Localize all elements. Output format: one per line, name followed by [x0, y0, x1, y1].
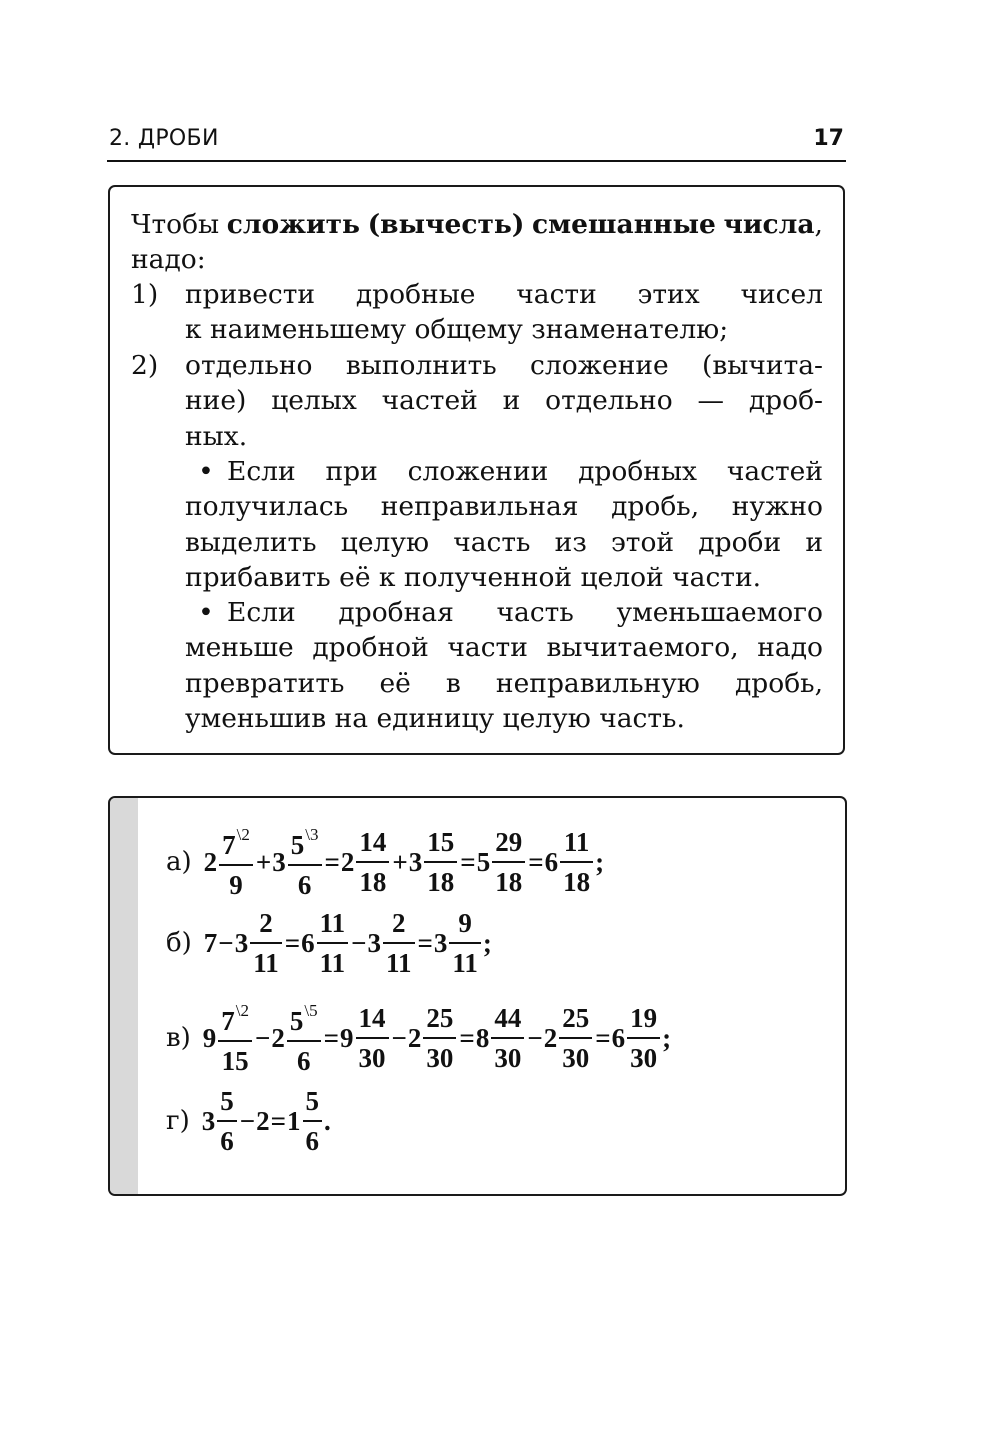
numerator: 29: [495, 827, 523, 857]
fraction: [491, 999, 524, 1077]
whole-part: 6: [544, 846, 559, 877]
rule-step-2: [131, 348, 823, 454]
denominator: 11: [253, 948, 279, 978]
numerator-value: 7: [222, 830, 236, 860]
example-label: а): [166, 847, 192, 877]
minus-sign: −: [239, 1105, 256, 1136]
fraction: [288, 820, 322, 904]
whole-part: 9: [340, 1022, 354, 1053]
denominator: 18: [495, 867, 523, 897]
fraction: [627, 999, 660, 1077]
fraction: [218, 996, 252, 1080]
numerator-value: 5: [290, 830, 305, 860]
step-text-line: привести дробные части этих чисел: [185, 279, 823, 310]
whole-part: 3: [367, 927, 381, 958]
equals-sign: =: [528, 846, 544, 877]
whole-part: 3: [234, 927, 249, 958]
fraction: [250, 904, 282, 982]
example-v: [166, 996, 671, 1080]
page-number: 17: [813, 126, 844, 151]
rule-intro: [131, 207, 823, 278]
rule-box: [108, 185, 845, 755]
equals-sign: =: [324, 846, 340, 877]
whole-part: 1: [287, 1105, 301, 1136]
terminator: ;: [662, 1022, 672, 1053]
numerator: [219, 820, 253, 864]
whole-part: 3: [408, 846, 423, 877]
example-label: в): [166, 1023, 191, 1053]
extra-factor: \2: [235, 1001, 250, 1020]
fraction: [424, 823, 457, 901]
fraction: [560, 823, 593, 901]
step-number: 1): [131, 279, 159, 310]
equals-sign: =: [595, 1022, 611, 1053]
numerator: 11: [319, 908, 346, 938]
fraction: [383, 904, 415, 982]
fraction: [317, 904, 349, 982]
page-header: [107, 122, 846, 162]
numerator: 2: [392, 908, 406, 938]
example-b: [166, 904, 492, 982]
fraction: [559, 999, 592, 1077]
whole-number: 7: [203, 927, 218, 958]
step-text-line: к наименьшему общему знаменателю;: [185, 314, 729, 346]
intro-bold-word: числа: [723, 209, 815, 240]
numerator-value: 7: [221, 1006, 235, 1036]
extra-factor: \2: [236, 825, 250, 844]
fraction: [492, 823, 525, 901]
fraction: [303, 1082, 323, 1160]
numerator: 9: [458, 908, 472, 938]
extra-factor: \5: [304, 1001, 318, 1020]
example-label: б): [166, 928, 192, 958]
fraction: [217, 1082, 237, 1160]
whole-part: 2: [203, 846, 218, 877]
fraction: [219, 820, 253, 904]
whole-part: 3: [201, 1105, 216, 1136]
whole-part: 8: [475, 1022, 490, 1053]
denominator: 18: [359, 867, 387, 897]
denominator: 18: [563, 867, 591, 897]
denominator: 15: [221, 1046, 249, 1076]
plus-sign: +: [255, 846, 272, 877]
note-text: Если дробная часть уменьшаемого меньше дробной части вычитаемого, надо превратить её в неправильную дробь, уменьшив на единицу целую часть.: [185, 597, 823, 734]
denominator: 30: [562, 1043, 590, 1073]
minus-sign: −: [255, 1022, 271, 1053]
bullet-icon: •: [198, 597, 214, 628]
whole-part: 6: [611, 1022, 626, 1053]
denominator: 9: [229, 870, 243, 900]
denominator: 6: [305, 1126, 320, 1156]
step-text-line: ных.: [185, 420, 248, 452]
denominator: 18: [427, 867, 455, 897]
numerator: 2: [259, 908, 273, 938]
denominator: 30: [358, 1043, 386, 1073]
equals-sign: =: [284, 927, 301, 958]
decorative-strip: [110, 798, 138, 1194]
rule-intro-line1: [131, 207, 823, 242]
minus-sign: −: [218, 927, 234, 958]
whole-part: 6: [301, 927, 315, 958]
step-number: 2): [131, 350, 159, 381]
fraction: [449, 904, 481, 982]
plus-sign: +: [392, 846, 408, 877]
denominator: 6: [297, 1046, 311, 1076]
denominator: 30: [630, 1043, 658, 1073]
fraction: [356, 823, 389, 901]
fraction: [423, 999, 456, 1077]
numerator: 5: [305, 1086, 320, 1116]
whole-number: 2: [256, 1105, 270, 1136]
numerator: 15: [427, 827, 455, 857]
numerator: [287, 996, 321, 1040]
numerator: 14: [359, 827, 387, 857]
denominator: 6: [297, 870, 312, 900]
intro-bold-word: смешанные: [532, 209, 716, 240]
note-text: Если при сложении дробных частей получилась неправильная дробь, нужно выделить целую часть из этой дроби и прибавить её к полученной целой части.: [185, 456, 823, 593]
intro-plain: Чтобы: [131, 209, 220, 240]
denominator: 30: [426, 1043, 454, 1073]
rule-step-1: [131, 277, 823, 348]
minus-sign: −: [391, 1022, 407, 1053]
intro-comma: ,: [814, 209, 823, 240]
examples-box: [108, 796, 847, 1196]
example-g: [166, 1082, 331, 1160]
minus-sign: −: [351, 927, 367, 958]
example-a: [166, 820, 604, 904]
numerator: [288, 820, 322, 864]
equals-sign: =: [460, 846, 476, 877]
bullet-icon: •: [198, 456, 214, 487]
numerator: 11: [563, 827, 590, 857]
terminator: ;: [595, 846, 605, 877]
intro-bold-word: (вычесть): [367, 209, 525, 240]
equals-sign: =: [323, 1022, 340, 1053]
numerator: 44: [494, 1003, 522, 1033]
whole-part: 2: [543, 1022, 558, 1053]
whole-part: 2: [407, 1022, 422, 1053]
whole-part: 5: [476, 846, 491, 877]
fraction: [356, 999, 389, 1077]
terminator: .: [324, 1105, 331, 1136]
whole-part: 2: [340, 846, 355, 877]
extra-factor: \3: [305, 825, 319, 844]
denominator: 11: [386, 948, 412, 978]
numerator: [218, 996, 252, 1040]
denominator: 11: [319, 948, 346, 978]
denominator: 30: [494, 1043, 522, 1073]
numerator: 25: [426, 1003, 454, 1033]
numerator: 19: [630, 1003, 658, 1033]
numerator-value: 5: [289, 1006, 304, 1036]
rule-intro-line2: надо:: [131, 244, 206, 276]
whole-part: 3: [272, 846, 286, 877]
whole-part: 9: [202, 1022, 217, 1053]
step-text-line: отдельно выполнить сложение (вычита-: [185, 350, 823, 381]
numerator: 5: [220, 1086, 234, 1116]
terminator: ;: [482, 927, 492, 958]
step-text-line: ние) целых частей и отдельно — дроб-: [185, 385, 823, 417]
denominator: 6: [220, 1126, 234, 1156]
whole-part: 2: [271, 1022, 285, 1053]
intro-bold-last: [723, 207, 822, 242]
minus-sign: −: [527, 1022, 543, 1053]
numerator: 14: [358, 1003, 386, 1033]
equals-sign: =: [417, 927, 433, 958]
denominator: 11: [452, 948, 478, 978]
numerator: 25: [562, 1003, 590, 1033]
whole-part: 3: [433, 927, 448, 958]
example-label: г): [166, 1106, 190, 1136]
equals-sign: =: [459, 1022, 475, 1053]
equals-sign: =: [270, 1105, 287, 1136]
fraction: [287, 996, 321, 1080]
rule-note-1: [185, 454, 823, 595]
rule-note-2: [185, 595, 823, 736]
intro-bold-word: сложить: [226, 209, 361, 240]
section-title: 2. ДРОБИ: [109, 126, 219, 151]
